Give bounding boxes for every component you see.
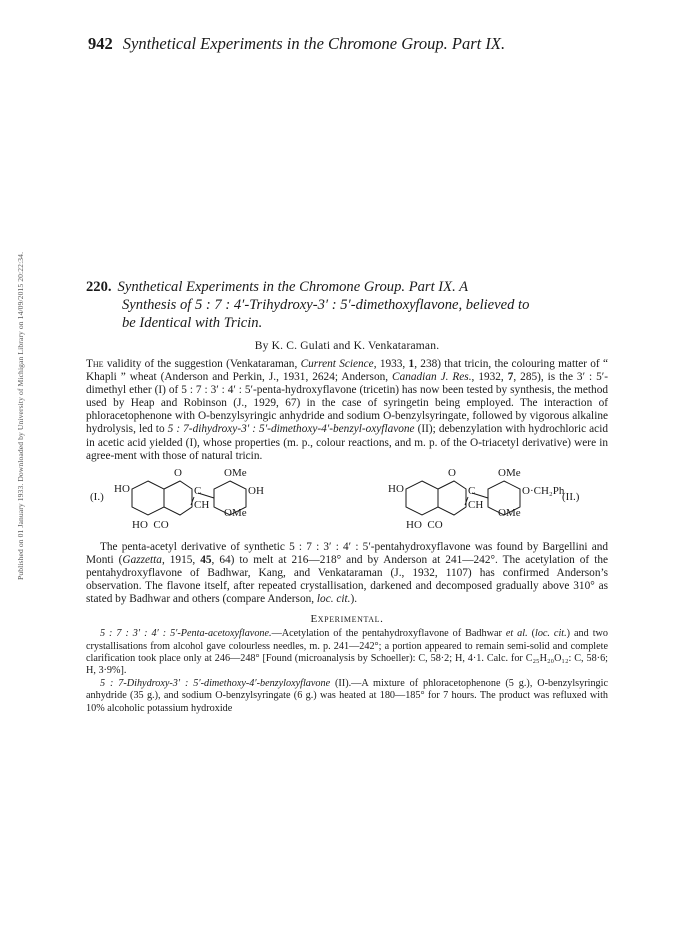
journal-ref: Gazzetta: [122, 553, 162, 566]
experiment-2: [86, 678, 608, 715]
text-run: (II).—A mixture of phloracetophenone (5 g.), O-benzylsyringic anhydride (35 g.), and sodium O-benzylsyringate (6 g.) was heated at 180—185° for 7 hours. The product was refluxed with 10% alcoholic potassium hydroxide: [86, 677, 608, 714]
compound-name: 5 : 7 : 3′ : 4′ : 5′-Penta-acetoxyflavone.: [100, 628, 272, 640]
text-run: , 1932,: [471, 371, 508, 384]
structural-formulae: [86, 467, 608, 535]
volume-ref: 1: [408, 358, 415, 370]
formula-1-ome-top: OMe: [224, 466, 247, 479]
title-line-2: Synthesis of 5 : 7 : 4′-Trihydroxy-3′ : 5′-dimethoxyflavone, believed to: [122, 297, 530, 313]
formula-2-benzyloxy: O·CH₂Ph: [522, 484, 565, 497]
text-run: ) and two crystallisations from alcohol gave colourless needles, m. p. 241—242°; a portion appeared to remain semi-solid and complete clarification took place only at 246—248° [Found (microanalysis by Schoeller): C, 58·2; H, 4·1. Calc. for C₂₅H₂₀O₁₂: C, 58·6; H, 3·9%].: [86, 628, 608, 677]
text-run: The penta-acetyl derivative of synthetic 5 : 7 : 3′ : 4′ : 5′-pentahydroxyflavone was found by Bargellini and Monti (: [86, 540, 608, 566]
text-run: ).: [350, 593, 358, 606]
formula-2-o: O: [448, 466, 456, 479]
formula-2-ho-co: HO CO: [406, 518, 443, 531]
loc-cit: loc. cit.: [534, 628, 567, 640]
volume-ref: 45: [200, 553, 212, 566]
experimental-heading-text: Experimental.: [310, 613, 384, 626]
formula-1-o: O: [174, 466, 182, 479]
side-note: [4, 120, 25, 590]
text-run: (: [527, 628, 535, 640]
text-run: , 1933,: [373, 358, 409, 370]
title-line-1: Synthetical Experiments in the Chromone Group. Part IX. A: [117, 279, 469, 295]
experiment-1: [86, 628, 608, 678]
experimental-section: [86, 628, 608, 715]
text-run: validity of the suggestion (Venkataraman,: [103, 358, 301, 370]
et-al: et al.: [505, 628, 528, 640]
formula-2-ch: CH: [468, 498, 484, 511]
page-number: 942: [88, 34, 113, 53]
formula-2-ho: HO: [388, 482, 404, 495]
text-run: , 238) that tricin, the colouring matter of “ Khapli ” wheat (Anderson and Perkin, J., 1931, 2624; Anderson,: [86, 358, 608, 384]
text-run: , 1915,: [161, 553, 201, 566]
text-run: —Acetylation of the pentahydroxyflavone of Badhwar: [271, 628, 506, 640]
journal-ref: Current Science: [300, 358, 374, 370]
formula-1-label: (I.): [90, 490, 104, 503]
formula-2-ring-b: [438, 481, 466, 515]
formula-1-ring-a: [132, 481, 164, 515]
formula-2-ome-bottom: OMe: [498, 506, 521, 519]
compound-name: 5 : 7-Dihydroxy-3′ : 5′-dimethoxy-4′-benzyloxyflavone: [100, 677, 331, 689]
formula-1-ring-b: [164, 481, 192, 515]
journal-ref: Canadian J. Res.: [392, 371, 472, 384]
formula-1-c: C: [194, 484, 202, 497]
experimental-heading: [86, 613, 608, 625]
text-run: , 64) to melt at 216—218° and by Anderson at 241—242°. The acetylation of the pentahydroxyflavone of Badhwar, Kang, and Venkataraman (J., 1932, 1107) has confirmed Anderson’s observation. The flavone itself, after repeated crystallisation, darkened and decomposed gradually above 310° as stated by Badhwar and others (compare Anderson,: [86, 553, 608, 606]
formula-2-ring-a: [406, 481, 438, 515]
formula-1-ome-bottom: OMe: [224, 506, 247, 519]
title-line-3: be Identical with Tricin.: [122, 315, 263, 331]
download-notice: Published on 01 January 1933. Downloaded by University of Michigan Library on 14/09/2015 20:22:34.: [16, 251, 25, 580]
formula-2-ome-top: OMe: [498, 466, 521, 479]
byline: By K. C. Gulati and K. Venkataraman.: [254, 340, 440, 352]
formula-2-label: (II.): [562, 490, 580, 503]
formula-1-ch: CH: [194, 498, 210, 511]
lead-word: The: [86, 358, 104, 370]
paragraph-intro: [86, 358, 608, 463]
compound-name: 5 : 7-dihydroxy-3′ : 5′-dimethoxy-4′-benzyl-oxyflavone: [167, 423, 415, 436]
article: [86, 278, 608, 715]
article-body: [86, 358, 608, 606]
running-title: Synthetical Experiments in the Chromone Group. Part IX.: [122, 34, 506, 53]
paragraph-acetyl: [86, 541, 608, 606]
text-run: (II); debenzylation with hydrochloric acid in acetic acid yielded (I), whose properties (m. p., colour reactions, and m. p. of the O-triacetyl derivative) were in agree-ment with those of natural tricin.: [86, 423, 608, 462]
text-run: , 285), is the 3′ : 5′-dimethyl ether (I) of 5 : 7 : 3′ : 4′ : 5′-penta-hydroxyflavone (tricetin) has now been tested by synthesis, the method used by Heap and Robinson (J., 1929, 67) in the case of syringetin being employed. The interaction of phloracetophenone with O-benzylsyringic anhydride and sodium O-benzylsyringate, followed by vigorous alkaline hydrolysis, led to: [86, 371, 609, 436]
article-title: [86, 278, 608, 332]
volume-ref: 7: [507, 371, 514, 384]
formula-1-ho: HO: [114, 482, 130, 495]
formula-2-c: C: [468, 484, 476, 497]
running-head: [88, 34, 505, 54]
article-number: 220.: [86, 279, 112, 295]
formula-1-ho-co: HO CO: [132, 518, 169, 531]
loc-cit: loc. cit.: [316, 593, 351, 606]
formula-1-oh: OH: [248, 484, 264, 497]
